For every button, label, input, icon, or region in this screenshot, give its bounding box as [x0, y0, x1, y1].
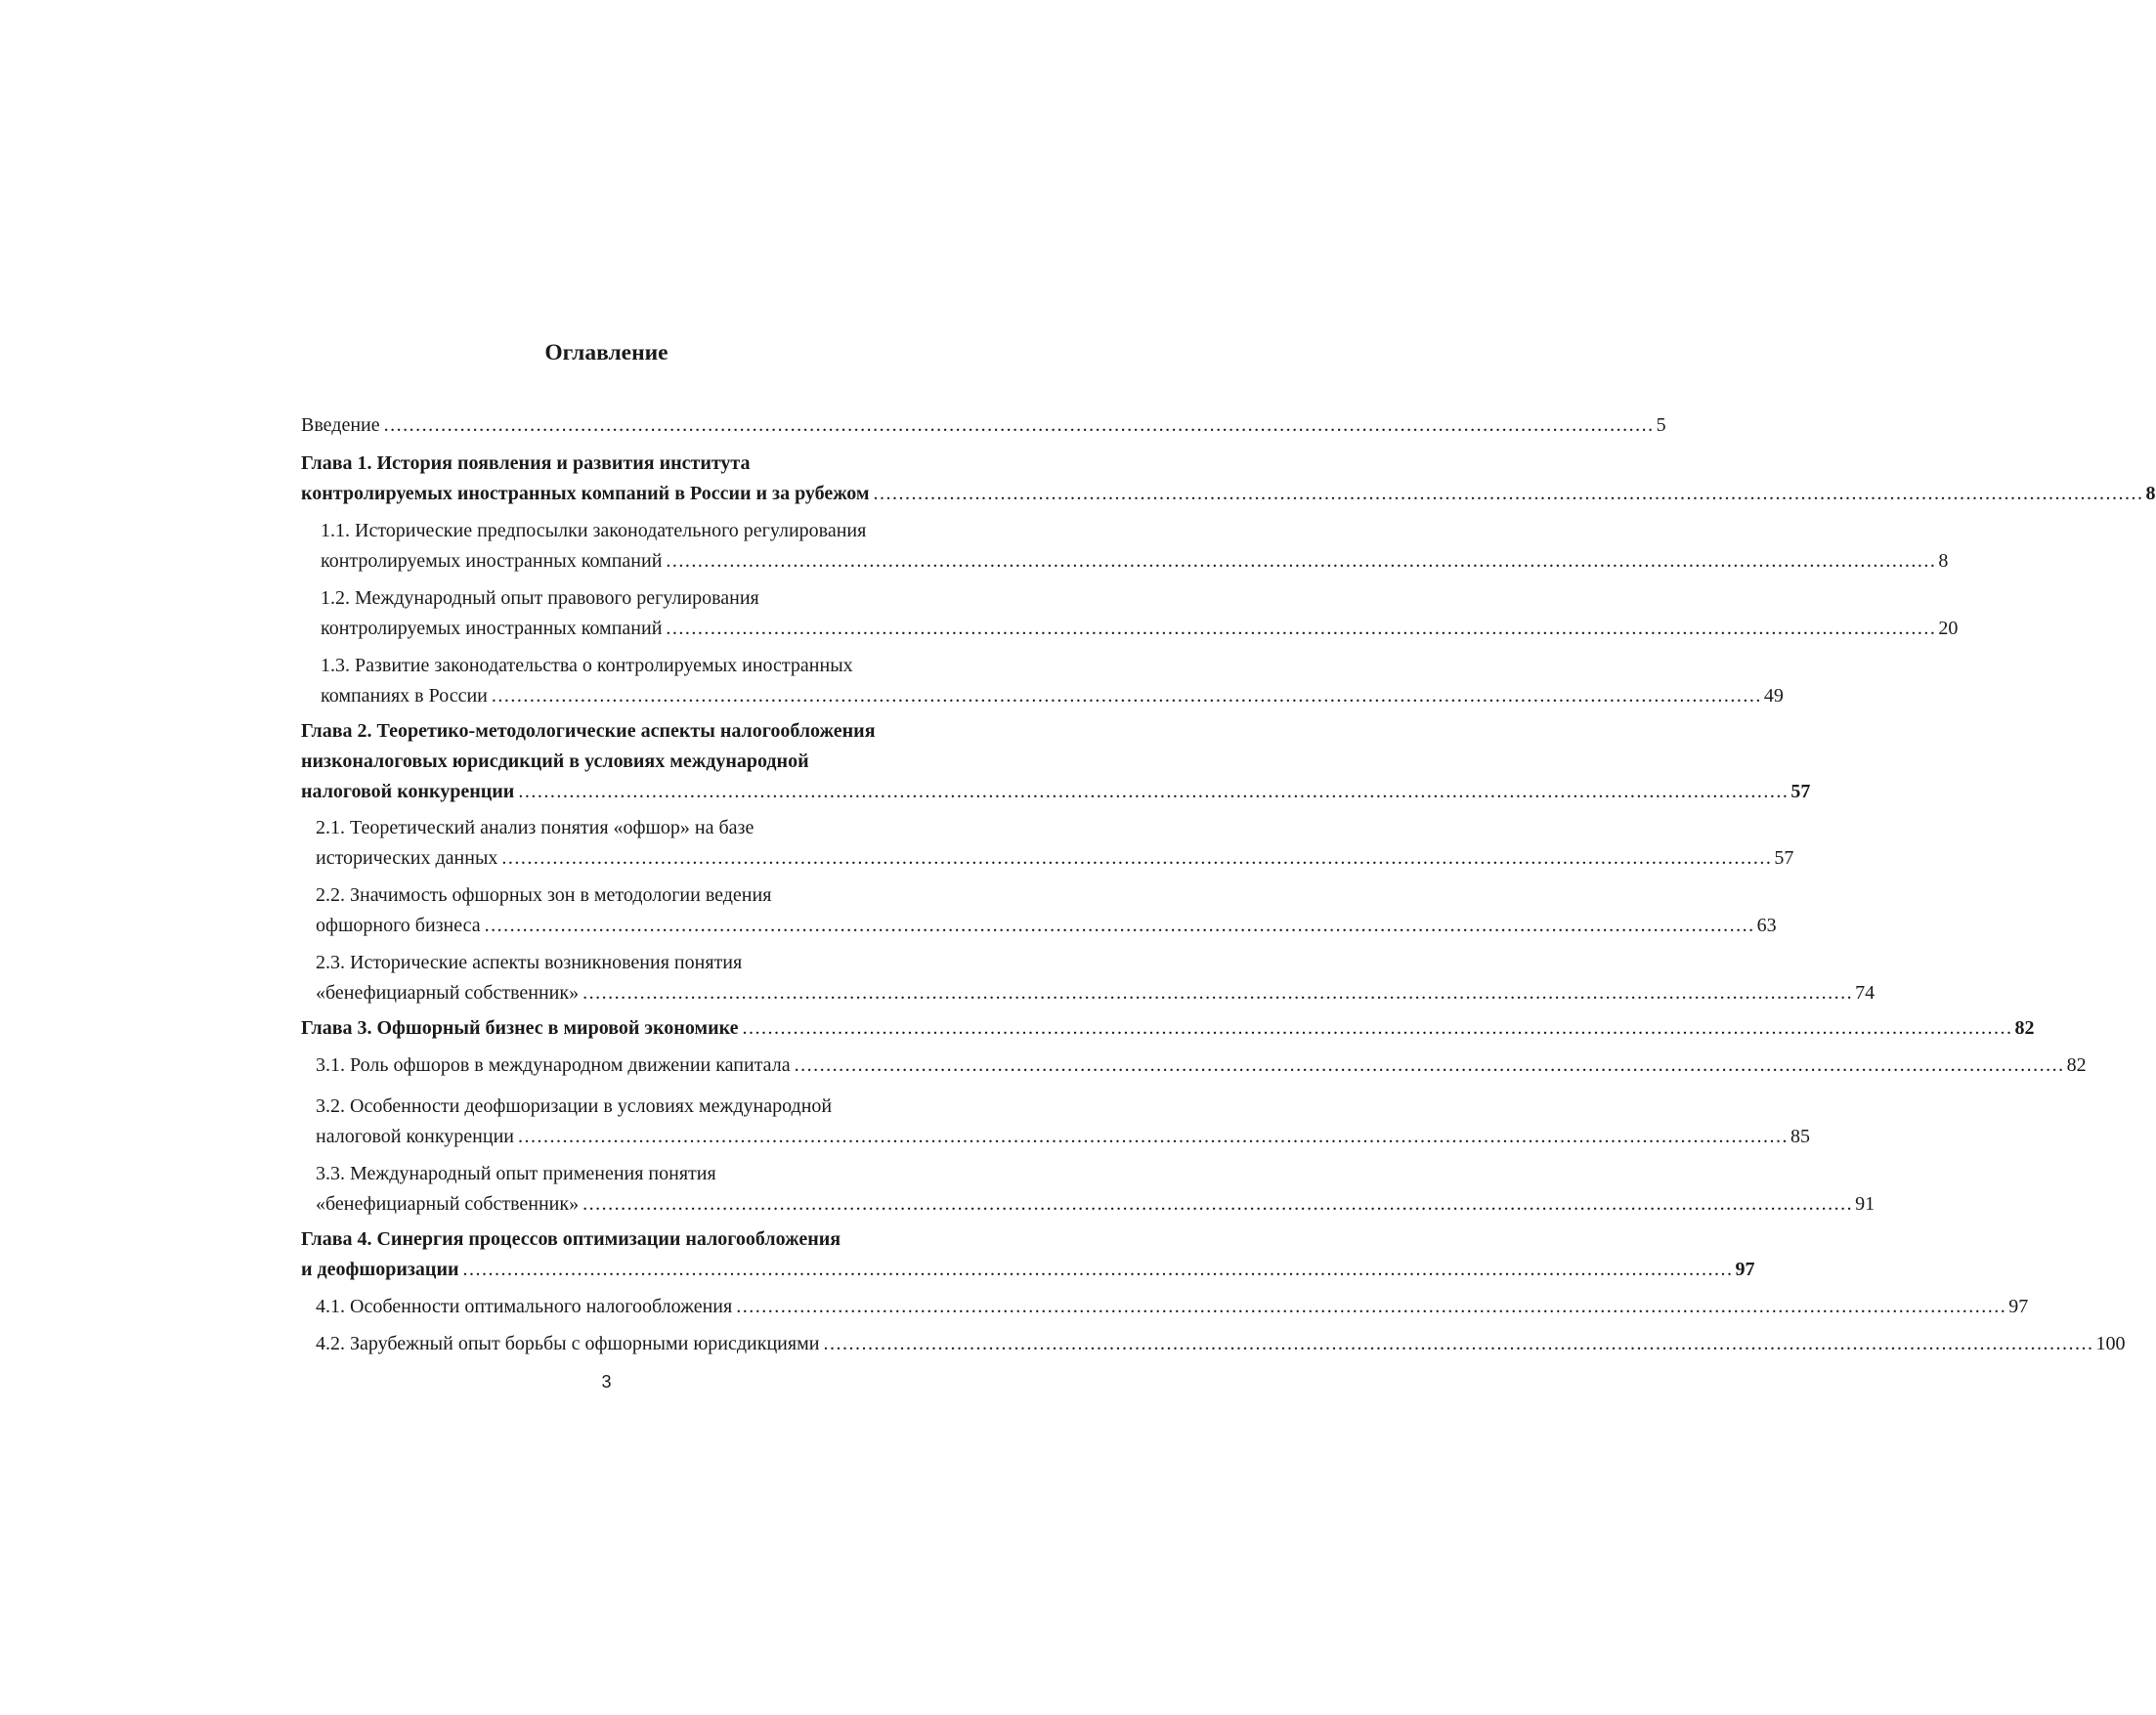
toc-entry-text: 2.2. Значимость офшорных зон в методологии ведения	[316, 884, 772, 906]
toc-page-number: 82	[2014, 1017, 2035, 1039]
dot-leader: ........................................................................................................................................................................................................	[491, 685, 1762, 707]
dot-leader: ........................................................................................................................................................................................................	[873, 483, 2144, 504]
toc-page-number: 97	[1735, 1259, 1755, 1280]
toc-entry-text: 2.3. Исторические аспекты возникновения понятия	[316, 952, 743, 973]
toc-entry-section-4-1[interactable]	[316, 1292, 2029, 1322]
toc-entry-text: контролируемых иностранных компаний	[321, 618, 663, 639]
toc-page-number: 8	[1938, 550, 1949, 572]
toc-page-number: 74	[1855, 982, 1876, 1004]
dot-leader: ........................................................................................................................................................................................................	[736, 1296, 2007, 1317]
toc-page-number: 100	[2095, 1333, 2126, 1354]
dot-leader: ........................................................................................................................................................................................................	[582, 982, 1854, 1004]
toc-entry-text: контролируемых иностранных компаний	[321, 550, 663, 572]
toc-page-number: 49	[1763, 685, 1784, 707]
toc-page-number: 63	[1756, 915, 1777, 936]
toc-entry-text: Введение	[301, 414, 380, 436]
toc-entry-text: 2.1. Теоретический анализ понятия «офшор» на базе	[316, 817, 755, 838]
toc-entry-text: исторических данных	[316, 847, 498, 869]
toc-entry-text: и деофшоризации	[301, 1259, 459, 1280]
toc-page-number: 20	[1938, 618, 1959, 639]
toc-entry-section-1-3[interactable]	[321, 651, 1784, 711]
dot-leader: ........................................................................................................................................................................................................	[666, 550, 1937, 572]
dot-leader: ........................................................................................................................................................................................................	[462, 1259, 1734, 1280]
toc-entry-section-4-2[interactable]	[316, 1329, 2126, 1359]
dot-leader: ........................................................................................................................................................................................................	[582, 1193, 1854, 1215]
toc-entry-text: налоговой конкуренции	[301, 781, 515, 802]
toc-entry-section-3-1[interactable]	[316, 1050, 2087, 1081]
toc-page-number: 57	[1774, 847, 1794, 869]
toc-page-number: 97	[2008, 1296, 2029, 1317]
toc-entry-text: Глава 1. История появления и развития института	[301, 452, 751, 474]
toc-entry-text: 3.1. Роль офшоров в международном движении капитала	[316, 1054, 791, 1076]
page-number: 3	[601, 1372, 612, 1392]
toc-entry-text: 4.1. Особенности оптимального налогообложения	[316, 1296, 733, 1317]
toc-entry-chapter-3[interactable]	[301, 1013, 2035, 1044]
toc-entry-text: Глава 4. Синергия процессов оптимизации налогообложения	[301, 1228, 841, 1250]
dot-leader: ........................................................................................................................................................................................................	[383, 414, 1655, 436]
toc-entry-section-1-1[interactable]	[321, 516, 1949, 577]
toc-page-number: 8	[2145, 483, 2156, 504]
toc-title: Оглавление	[544, 340, 668, 365]
dot-leader: ........................................................................................................................................................................................................	[501, 847, 1773, 869]
dot-leader: ........................................................................................................................................................................................................	[794, 1054, 2065, 1076]
toc-entry-text: 3.3. Международный опыт применения понятия	[316, 1163, 716, 1184]
toc-entry-text: налоговой конкуренции	[316, 1126, 514, 1147]
toc-entry-text: компаниях в России	[321, 685, 488, 707]
toc-entry-section-3-3[interactable]	[316, 1159, 1876, 1220]
toc-entry-section-2-3[interactable]	[316, 948, 1876, 1008]
toc-entry-chapter-2[interactable]	[301, 716, 1811, 807]
dot-leader: ........................................................................................................................................................................................................	[484, 915, 1755, 936]
toc-page-number: 85	[1789, 1126, 1810, 1147]
toc-entry-text: 1.2. Международный опыт правового регулирования	[321, 587, 759, 609]
dot-leader: ........................................................................................................................................................................................................	[518, 781, 1789, 802]
toc-entry-text: «бенефициарный собственник»	[316, 982, 580, 1004]
toc-entry-text: 3.2. Особенности деофшоризации в условиях международной	[316, 1095, 833, 1117]
toc-entry-text: 4.2. Зарубежный опыт борьбы с офшорными юрисдикциями	[316, 1333, 820, 1354]
toc-page-number: 91	[1855, 1193, 1876, 1215]
dot-leader: ........................................................................................................................................................................................................	[517, 1126, 1789, 1147]
toc-entry-text: контролируемых иностранных компаний в России и за рубежом	[301, 483, 870, 504]
toc-entry-introduction[interactable]	[301, 410, 1666, 441]
toc-entry-text: Глава 3. Офшорный бизнес в мировой экономике	[301, 1017, 739, 1039]
toc-page-number: 82	[2066, 1054, 2087, 1076]
dot-leader: ........................................................................................................................................................................................................	[823, 1333, 2094, 1354]
toc-entry-text: офшорного бизнеса	[316, 915, 481, 936]
toc-entry-section-3-2[interactable]	[316, 1092, 1810, 1152]
toc-entry-chapter-4[interactable]	[301, 1224, 1755, 1285]
toc-page-number: 57	[1790, 781, 1811, 802]
toc-entry-text: 1.3. Развитие законодательства о контролируемых иностранных	[321, 655, 853, 676]
toc-entry-text: Глава 2. Теоретико-методологические аспекты налогообложения	[301, 720, 876, 742]
dot-leader: ........................................................................................................................................................................................................	[742, 1017, 2013, 1039]
toc-page-number: 5	[1656, 414, 1666, 436]
toc-entry-section-1-2[interactable]	[321, 583, 1959, 644]
toc-entry-text: «бенефициарный собственник»	[316, 1193, 580, 1215]
toc-entry-chapter-1[interactable]	[301, 449, 2156, 509]
toc-entry-text: 1.1. Исторические предпосылки законодательного регулирования	[321, 520, 867, 541]
toc-entry-section-2-2[interactable]	[316, 880, 1777, 941]
toc-entry-text: низконалоговых юрисдикций в условиях международной	[301, 750, 809, 772]
toc-entry-section-2-1[interactable]	[316, 813, 1794, 874]
dot-leader: ........................................................................................................................................................................................................	[666, 618, 1937, 639]
